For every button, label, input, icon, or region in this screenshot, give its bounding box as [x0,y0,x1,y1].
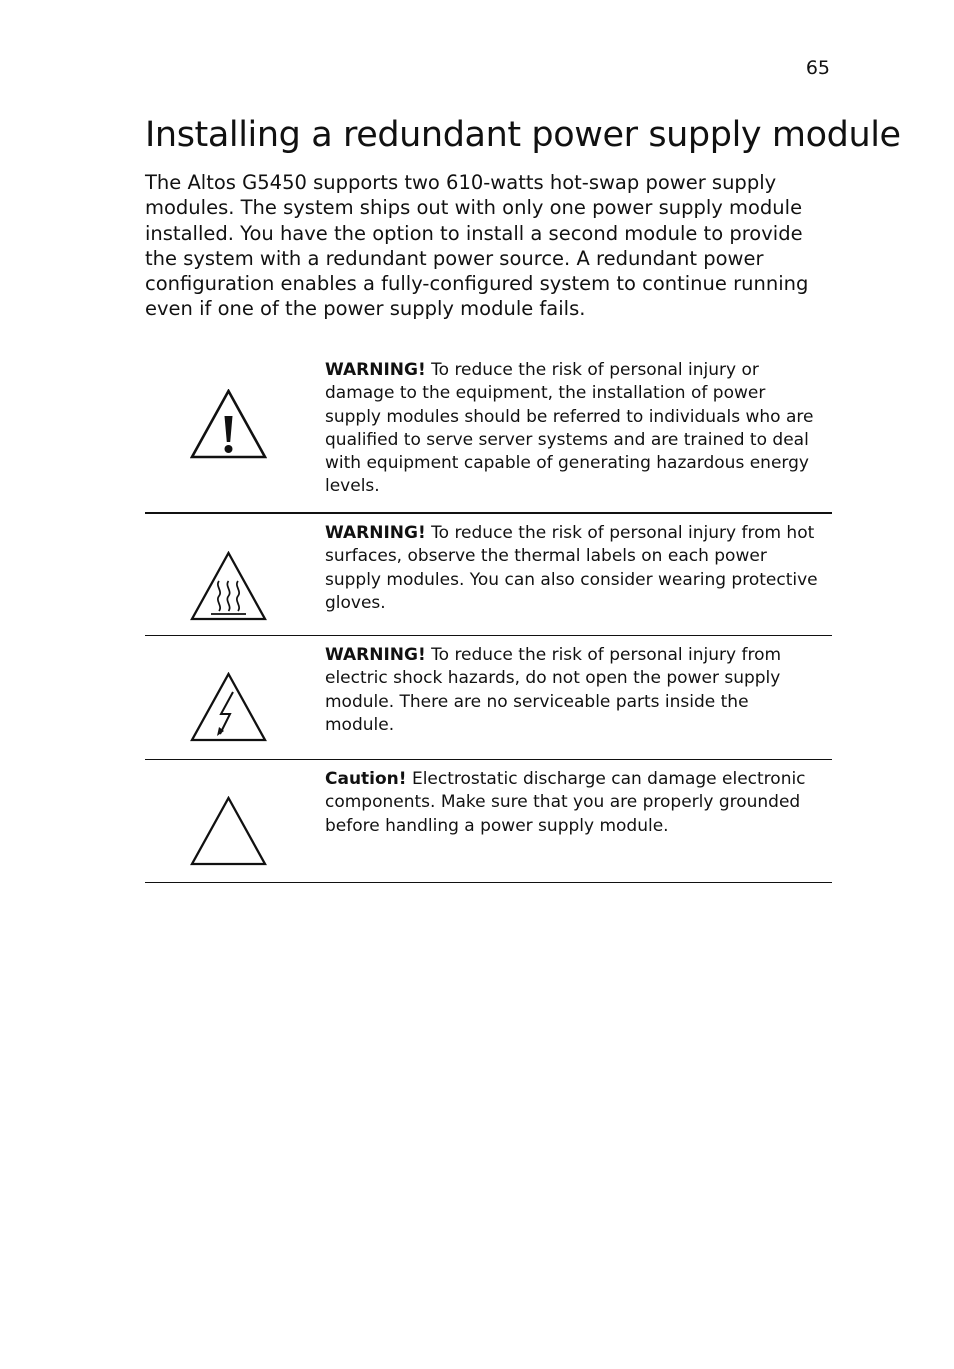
notice-text: Electrostatic discharge can damage electronic components. Make sure that you are properly grounded before handling a power supply module. [325,769,806,836]
page-number: 65 [805,57,830,79]
notice-label: WARNING! [325,523,426,543]
page-title: Installing a redundant power supply module [145,115,901,155]
notice-warning-electric-shock [145,636,832,760]
caution-triangle-icon [190,796,267,866]
notice-text: To reduce the risk of personal injury from electric shock hazards, do not open the power supply module. There are no serviceable parts inside the module. [325,645,782,735]
notice-caution-esd [145,760,832,883]
notice-warning-installation [145,350,832,514]
notice-text: To reduce the risk of personal injury or damage to the equipment, the installation of power supply modules should be referred to individuals who are qualified to serve server systems and are trained to deal with equipment capable of generating hazardous energy levels. [325,360,814,497]
notice-label: WARNING! [325,645,426,665]
notice-label: WARNING! [325,360,426,380]
intro-paragraph: The Altos G5450 supports two 610-watts hot-swap power supply modules. The system ships out with only one power supply module installed. You have the option to install a second module to provide the system with a redundant power source. A redundant power configuration enables a fully-configured system to continue running even if one of the power supply module fails. [145,171,809,321]
notice-warning-hot-surface [145,514,832,636]
notice-list [145,350,832,883]
electric-shock-icon [190,672,267,742]
notice-label: Caution! [325,769,407,789]
hot-surface-icon [190,551,267,621]
notice-text: To reduce the risk of personal injury from hot surfaces, observe the thermal labels on each power supply modules. You can also consider wearing protective gloves. [325,523,818,613]
warning-exclamation-icon [190,389,267,459]
